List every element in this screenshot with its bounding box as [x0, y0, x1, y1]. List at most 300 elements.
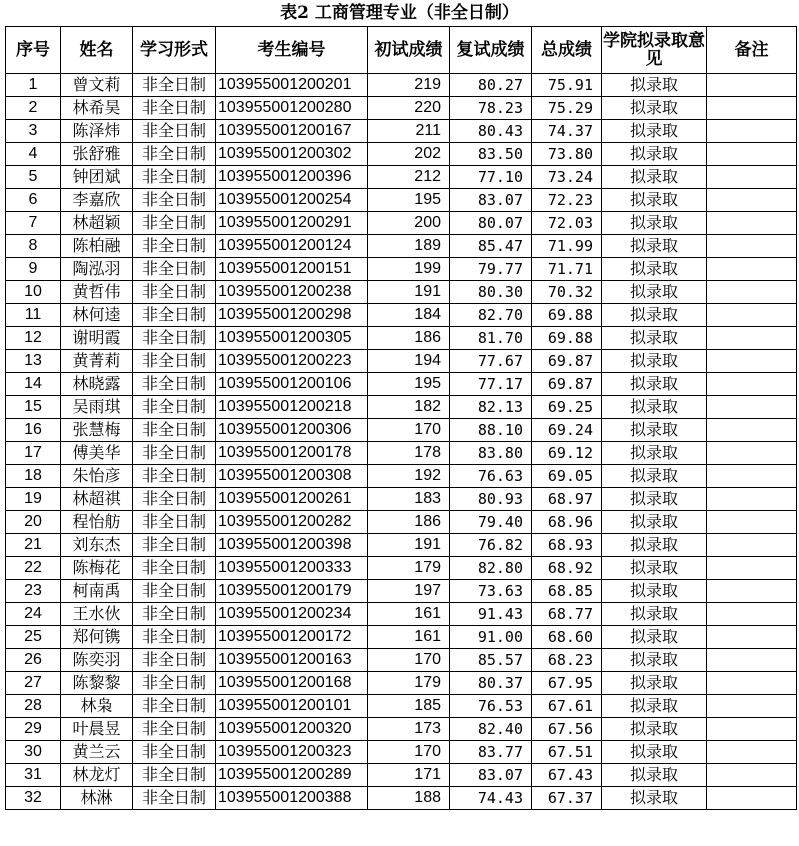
- cell-total-score: 68.92: [532, 557, 602, 580]
- cell-id: 103955001200291: [216, 212, 368, 235]
- cell-no: 26: [6, 649, 61, 672]
- cell-mode: 非全日制: [133, 649, 216, 672]
- table-row: [6, 304, 797, 327]
- table-row: [6, 580, 797, 603]
- admission-table: [5, 26, 797, 810]
- cell-opinion: 拟录取: [602, 74, 707, 97]
- cell-total-score: 67.51: [532, 741, 602, 764]
- cell-mode: 非全日制: [133, 603, 216, 626]
- table-row: [6, 534, 797, 557]
- table-row: [6, 74, 797, 97]
- cell-id: 103955001200323: [216, 741, 368, 764]
- cell-name: 刘东杰: [61, 534, 133, 557]
- cell-total-score: 72.23: [532, 189, 602, 212]
- cell-opinion: 拟录取: [602, 557, 707, 580]
- cell-id: 103955001200398: [216, 534, 368, 557]
- cell-opinion: 拟录取: [602, 304, 707, 327]
- cell-total-score: 67.95: [532, 672, 602, 695]
- cell-mode: 非全日制: [133, 718, 216, 741]
- cell-retest-score: 83.07: [450, 764, 532, 787]
- cell-initial-score: 195: [368, 189, 450, 212]
- cell-no: 17: [6, 442, 61, 465]
- cell-opinion: 拟录取: [602, 718, 707, 741]
- cell-mode: 非全日制: [133, 281, 216, 304]
- cell-no: 22: [6, 557, 61, 580]
- cell-id: 103955001200308: [216, 465, 368, 488]
- cell-note: [707, 580, 797, 603]
- cell-id: 103955001200289: [216, 764, 368, 787]
- cell-name: 郑何镌: [61, 626, 133, 649]
- cell-opinion: 拟录取: [602, 143, 707, 166]
- cell-id: 103955001200101: [216, 695, 368, 718]
- cell-total-score: 69.05: [532, 465, 602, 488]
- cell-retest-score: 79.77: [450, 258, 532, 281]
- cell-name: 朱怡彦: [61, 465, 133, 488]
- cell-no: 16: [6, 419, 61, 442]
- cell-total-score: 75.29: [532, 97, 602, 120]
- cell-note: [707, 120, 797, 143]
- cell-total-score: 67.37: [532, 787, 602, 810]
- table-row: [6, 97, 797, 120]
- table-row: [6, 189, 797, 212]
- cell-total-score: 68.60: [532, 626, 602, 649]
- cell-id: 103955001200261: [216, 488, 368, 511]
- cell-name: 陶泓羽: [61, 258, 133, 281]
- cell-name: 林超颖: [61, 212, 133, 235]
- cell-mode: 非全日制: [133, 258, 216, 281]
- cell-initial-score: 161: [368, 603, 450, 626]
- cell-mode: 非全日制: [133, 741, 216, 764]
- cell-opinion: 拟录取: [602, 695, 707, 718]
- cell-opinion: 拟录取: [602, 534, 707, 557]
- cell-opinion: 拟录取: [602, 603, 707, 626]
- cell-initial-score: 171: [368, 764, 450, 787]
- cell-initial-score: 170: [368, 419, 450, 442]
- table-row: [6, 672, 797, 695]
- cell-name: 林枭: [61, 695, 133, 718]
- cell-note: [707, 741, 797, 764]
- cell-total-score: 71.99: [532, 235, 602, 258]
- cell-opinion: 拟录取: [602, 741, 707, 764]
- cell-retest-score: 80.43: [450, 120, 532, 143]
- table-row: [6, 741, 797, 764]
- cell-id: 103955001200305: [216, 327, 368, 350]
- cell-id: 103955001200320: [216, 718, 368, 741]
- cell-opinion: 拟录取: [602, 373, 707, 396]
- cell-retest-score: 79.40: [450, 511, 532, 534]
- cell-retest-score: 76.63: [450, 465, 532, 488]
- table-row: [6, 557, 797, 580]
- cell-id: 103955001200388: [216, 787, 368, 810]
- table-row: [6, 465, 797, 488]
- cell-no: 19: [6, 488, 61, 511]
- cell-mode: 非全日制: [133, 350, 216, 373]
- cell-mode: 非全日制: [133, 74, 216, 97]
- cell-id: 103955001200124: [216, 235, 368, 258]
- cell-total-score: 69.87: [532, 350, 602, 373]
- cell-note: [707, 787, 797, 810]
- table-row: [6, 718, 797, 741]
- cell-initial-score: 211: [368, 120, 450, 143]
- cell-name: 傅美华: [61, 442, 133, 465]
- cell-name: 林晓露: [61, 373, 133, 396]
- cell-opinion: 拟录取: [602, 189, 707, 212]
- cell-total-score: 74.37: [532, 120, 602, 143]
- cell-mode: 非全日制: [133, 764, 216, 787]
- cell-total-score: 69.88: [532, 304, 602, 327]
- cell-no: 23: [6, 580, 61, 603]
- table-row: [6, 327, 797, 350]
- cell-name: 曾文莉: [61, 74, 133, 97]
- cell-retest-score: 77.10: [450, 166, 532, 189]
- cell-total-score: 69.25: [532, 396, 602, 419]
- cell-initial-score: 170: [368, 649, 450, 672]
- table-row: [6, 764, 797, 787]
- cell-no: 30: [6, 741, 61, 764]
- cell-mode: 非全日制: [133, 97, 216, 120]
- cell-opinion: 拟录取: [602, 212, 707, 235]
- cell-note: [707, 419, 797, 442]
- header-row: [6, 27, 797, 74]
- cell-retest-score: 85.57: [450, 649, 532, 672]
- table-row: [6, 787, 797, 810]
- cell-name: 林淋: [61, 787, 133, 810]
- cell-retest-score: 91.00: [450, 626, 532, 649]
- cell-note: [707, 304, 797, 327]
- cell-no: 8: [6, 235, 61, 258]
- cell-initial-score: 192: [368, 465, 450, 488]
- cell-id: 103955001200179: [216, 580, 368, 603]
- cell-id: 103955001200254: [216, 189, 368, 212]
- cell-retest-score: 83.07: [450, 189, 532, 212]
- cell-retest-score: 80.27: [450, 74, 532, 97]
- cell-note: [707, 166, 797, 189]
- cell-note: [707, 97, 797, 120]
- cell-no: 10: [6, 281, 61, 304]
- cell-total-score: 72.03: [532, 212, 602, 235]
- cell-initial-score: 170: [368, 741, 450, 764]
- table-row: [6, 373, 797, 396]
- cell-mode: 非全日制: [133, 212, 216, 235]
- cell-total-score: 69.24: [532, 419, 602, 442]
- cell-mode: 非全日制: [133, 304, 216, 327]
- cell-name: 谢明霞: [61, 327, 133, 350]
- table-row: [6, 695, 797, 718]
- table-row: [6, 626, 797, 649]
- table-row: [6, 281, 797, 304]
- cell-no: 13: [6, 350, 61, 373]
- cell-name: 李嘉欣: [61, 189, 133, 212]
- header-no: 序号: [6, 27, 61, 74]
- cell-retest-score: 83.80: [450, 442, 532, 465]
- cell-id: 103955001200298: [216, 304, 368, 327]
- cell-id: 103955001200306: [216, 419, 368, 442]
- cell-name: 程怡舫: [61, 511, 133, 534]
- cell-initial-score: 220: [368, 97, 450, 120]
- cell-no: 21: [6, 534, 61, 557]
- cell-retest-score: 74.43: [450, 787, 532, 810]
- cell-total-score: 67.43: [532, 764, 602, 787]
- table-row: [6, 212, 797, 235]
- cell-initial-score: 186: [368, 511, 450, 534]
- cell-retest-score: 82.40: [450, 718, 532, 741]
- table-row: [6, 235, 797, 258]
- cell-initial-score: 161: [368, 626, 450, 649]
- cell-initial-score: 188: [368, 787, 450, 810]
- cell-name: 黄菁莉: [61, 350, 133, 373]
- cell-opinion: 拟录取: [602, 442, 707, 465]
- cell-retest-score: 80.30: [450, 281, 532, 304]
- cell-no: 9: [6, 258, 61, 281]
- header-initial-score: 初试成绩: [368, 27, 450, 74]
- cell-note: [707, 718, 797, 741]
- cell-id: 103955001200396: [216, 166, 368, 189]
- cell-mode: 非全日制: [133, 327, 216, 350]
- cell-total-score: 67.56: [532, 718, 602, 741]
- cell-opinion: 拟录取: [602, 672, 707, 695]
- cell-opinion: 拟录取: [602, 235, 707, 258]
- cell-name: 陈泽炜: [61, 120, 133, 143]
- cell-initial-score: 195: [368, 373, 450, 396]
- table-row: [6, 120, 797, 143]
- cell-total-score: 68.77: [532, 603, 602, 626]
- cell-mode: 非全日制: [133, 787, 216, 810]
- cell-total-score: 68.23: [532, 649, 602, 672]
- cell-mode: 非全日制: [133, 534, 216, 557]
- cell-note: [707, 396, 797, 419]
- cell-initial-score: 189: [368, 235, 450, 258]
- cell-retest-score: 91.43: [450, 603, 532, 626]
- header-retest-score: 复试成绩: [450, 27, 532, 74]
- cell-retest-score: 82.70: [450, 304, 532, 327]
- cell-no: 1: [6, 74, 61, 97]
- cell-note: [707, 281, 797, 304]
- cell-retest-score: 80.07: [450, 212, 532, 235]
- cell-mode: 非全日制: [133, 235, 216, 258]
- cell-opinion: 拟录取: [602, 396, 707, 419]
- cell-id: 103955001200333: [216, 557, 368, 580]
- cell-retest-score: 76.82: [450, 534, 532, 557]
- header-note: 备注: [707, 27, 797, 74]
- cell-total-score: 71.71: [532, 258, 602, 281]
- cell-note: [707, 143, 797, 166]
- cell-mode: 非全日制: [133, 511, 216, 534]
- cell-mode: 非全日制: [133, 189, 216, 212]
- cell-opinion: 拟录取: [602, 120, 707, 143]
- cell-initial-score: 219: [368, 74, 450, 97]
- cell-retest-score: 81.70: [450, 327, 532, 350]
- cell-mode: 非全日制: [133, 557, 216, 580]
- cell-initial-score: 212: [368, 166, 450, 189]
- cell-no: 20: [6, 511, 61, 534]
- cell-note: [707, 189, 797, 212]
- cell-no: 28: [6, 695, 61, 718]
- cell-retest-score: 85.47: [450, 235, 532, 258]
- cell-name: 林龙灯: [61, 764, 133, 787]
- cell-no: 14: [6, 373, 61, 396]
- cell-opinion: 拟录取: [602, 511, 707, 534]
- cell-retest-score: 77.17: [450, 373, 532, 396]
- cell-no: 5: [6, 166, 61, 189]
- cell-id: 103955001200302: [216, 143, 368, 166]
- cell-mode: 非全日制: [133, 442, 216, 465]
- cell-retest-score: 83.50: [450, 143, 532, 166]
- table-title: 表2 工商管理专业（非全日制）: [280, 3, 519, 23]
- cell-no: 7: [6, 212, 61, 235]
- cell-id: 103955001200201: [216, 74, 368, 97]
- table-body: [6, 74, 797, 810]
- cell-total-score: 67.61: [532, 695, 602, 718]
- cell-name: 陈黎黎: [61, 672, 133, 695]
- cell-opinion: 拟录取: [602, 787, 707, 810]
- cell-no: 29: [6, 718, 61, 741]
- cell-id: 103955001200223: [216, 350, 368, 373]
- cell-total-score: 68.93: [532, 534, 602, 557]
- cell-retest-score: 78.23: [450, 97, 532, 120]
- cell-name: 林超祺: [61, 488, 133, 511]
- cell-no: 2: [6, 97, 61, 120]
- cell-name: 王水伙: [61, 603, 133, 626]
- cell-note: [707, 350, 797, 373]
- cell-note: [707, 534, 797, 557]
- cell-note: [707, 442, 797, 465]
- cell-total-score: 68.85: [532, 580, 602, 603]
- cell-no: 12: [6, 327, 61, 350]
- cell-retest-score: 77.67: [450, 350, 532, 373]
- cell-opinion: 拟录取: [602, 327, 707, 350]
- cell-name: 张慧梅: [61, 419, 133, 442]
- table-row: [6, 488, 797, 511]
- cell-opinion: 拟录取: [602, 488, 707, 511]
- cell-note: [707, 626, 797, 649]
- cell-note: [707, 465, 797, 488]
- cell-id: 103955001200280: [216, 97, 368, 120]
- table-header: [6, 27, 797, 74]
- cell-no: 25: [6, 626, 61, 649]
- table-row: [6, 442, 797, 465]
- cell-note: [707, 258, 797, 281]
- header-opinion: 学院拟录取意见: [602, 27, 707, 74]
- cell-opinion: 拟录取: [602, 350, 707, 373]
- cell-name: 陈梅花: [61, 557, 133, 580]
- cell-opinion: 拟录取: [602, 419, 707, 442]
- cell-mode: 非全日制: [133, 373, 216, 396]
- cell-mode: 非全日制: [133, 419, 216, 442]
- cell-no: 11: [6, 304, 61, 327]
- cell-name: 张舒雅: [61, 143, 133, 166]
- cell-note: [707, 511, 797, 534]
- cell-total-score: 68.96: [532, 511, 602, 534]
- table-row: [6, 603, 797, 626]
- cell-opinion: 拟录取: [602, 166, 707, 189]
- cell-initial-score: 173: [368, 718, 450, 741]
- cell-initial-score: 183: [368, 488, 450, 511]
- cell-initial-score: 200: [368, 212, 450, 235]
- cell-retest-score: 76.53: [450, 695, 532, 718]
- cell-total-score: 73.80: [532, 143, 602, 166]
- cell-name: 林希昊: [61, 97, 133, 120]
- table-row: [6, 649, 797, 672]
- cell-id: 103955001200151: [216, 258, 368, 281]
- cell-opinion: 拟录取: [602, 626, 707, 649]
- cell-retest-score: 82.80: [450, 557, 532, 580]
- cell-opinion: 拟录取: [602, 649, 707, 672]
- cell-name: 黄兰云: [61, 741, 133, 764]
- table-row: [6, 166, 797, 189]
- cell-name: 陈奕羽: [61, 649, 133, 672]
- cell-note: [707, 488, 797, 511]
- cell-total-score: 73.24: [532, 166, 602, 189]
- cell-id: 103955001200238: [216, 281, 368, 304]
- cell-mode: 非全日制: [133, 580, 216, 603]
- cell-name: 叶晨昱: [61, 718, 133, 741]
- cell-id: 103955001200282: [216, 511, 368, 534]
- cell-no: 31: [6, 764, 61, 787]
- cell-initial-score: 184: [368, 304, 450, 327]
- cell-initial-score: 202: [368, 143, 450, 166]
- cell-note: [707, 695, 797, 718]
- cell-retest-score: 82.13: [450, 396, 532, 419]
- cell-note: [707, 603, 797, 626]
- table-row: [6, 143, 797, 166]
- cell-note: [707, 649, 797, 672]
- cell-initial-score: 194: [368, 350, 450, 373]
- table-row: [6, 396, 797, 419]
- cell-initial-score: 191: [368, 534, 450, 557]
- table-row: [6, 511, 797, 534]
- cell-note: [707, 235, 797, 258]
- cell-opinion: 拟录取: [602, 580, 707, 603]
- cell-mode: 非全日制: [133, 120, 216, 143]
- cell-no: 6: [6, 189, 61, 212]
- cell-id: 103955001200178: [216, 442, 368, 465]
- cell-total-score: 75.91: [532, 74, 602, 97]
- table-row: [6, 350, 797, 373]
- cell-name: 林何逵: [61, 304, 133, 327]
- cell-note: [707, 212, 797, 235]
- cell-mode: 非全日制: [133, 488, 216, 511]
- cell-initial-score: 185: [368, 695, 450, 718]
- cell-note: [707, 764, 797, 787]
- cell-initial-score: 178: [368, 442, 450, 465]
- cell-name: 陈柏融: [61, 235, 133, 258]
- cell-initial-score: 182: [368, 396, 450, 419]
- cell-no: 18: [6, 465, 61, 488]
- cell-no: 4: [6, 143, 61, 166]
- cell-initial-score: 191: [368, 281, 450, 304]
- cell-mode: 非全日制: [133, 166, 216, 189]
- cell-total-score: 69.87: [532, 373, 602, 396]
- cell-no: 3: [6, 120, 61, 143]
- table-row: [6, 419, 797, 442]
- cell-name: 黄哲伟: [61, 281, 133, 304]
- cell-retest-score: 83.77: [450, 741, 532, 764]
- cell-mode: 非全日制: [133, 396, 216, 419]
- cell-initial-score: 179: [368, 557, 450, 580]
- header-total-score: 总成绩: [532, 27, 602, 74]
- cell-retest-score: 73.63: [450, 580, 532, 603]
- cell-retest-score: 88.10: [450, 419, 532, 442]
- cell-initial-score: 186: [368, 327, 450, 350]
- cell-mode: 非全日制: [133, 626, 216, 649]
- cell-id: 103955001200167: [216, 120, 368, 143]
- cell-opinion: 拟录取: [602, 258, 707, 281]
- cell-mode: 非全日制: [133, 695, 216, 718]
- cell-id: 103955001200106: [216, 373, 368, 396]
- cell-note: [707, 373, 797, 396]
- cell-initial-score: 197: [368, 580, 450, 603]
- cell-id: 103955001200234: [216, 603, 368, 626]
